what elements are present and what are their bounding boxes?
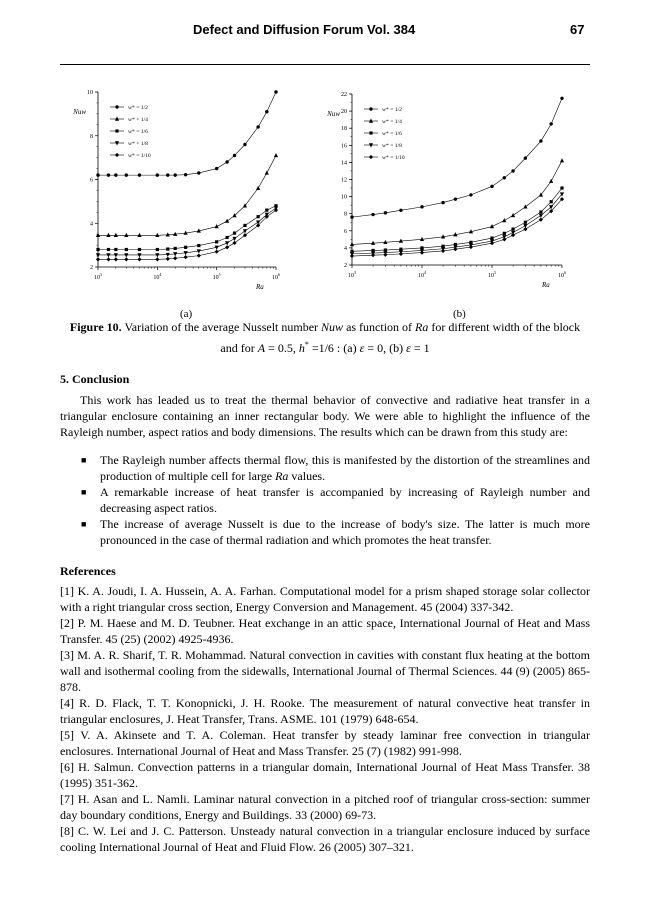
data-point-square [539, 210, 542, 213]
data-point-square [125, 248, 128, 251]
data-point-triangle-up [137, 233, 141, 237]
reference-list [60, 583, 590, 855]
data-point-triangle-up [274, 153, 278, 157]
caption-text: for different width of the block and for [220, 320, 581, 355]
data-point-dot [469, 193, 472, 196]
list-text: The increase of average Nusselt is due to the increase of body's size. The latter is much more pronounced in the case of thermal radiation and which promotes the heat transfer. [100, 517, 590, 547]
data-point-diamond [232, 241, 236, 245]
data-point-triangle-up [256, 186, 260, 190]
series-line [98, 155, 276, 235]
data-point-square [166, 247, 169, 250]
y-tick-label: 4 [90, 221, 93, 228]
data-point-dot [490, 185, 493, 188]
list-text: A remarkable increase of heat transfer is accompanied by increasing of Rayleigh number and decreasing aspect ratios. [100, 485, 590, 515]
data-point-diamond [166, 257, 170, 261]
data-point-diamond [173, 256, 177, 260]
series-line [352, 188, 562, 251]
reference-item: [6] H. Salmun. Convection patterns in a triangular domain, International Journal of Heat Mass Transfer. 38 (1995) 351-362. [60, 760, 590, 790]
caption-nuw: Nuw [321, 320, 344, 334]
data-point-triangle-down [166, 253, 170, 257]
y-tick-label: 8 [90, 133, 93, 140]
series-line [98, 92, 276, 175]
data-point-square [215, 240, 218, 243]
data-point-square [156, 248, 159, 251]
data-point-dot [138, 173, 141, 176]
y-axis-title: Nuw [73, 108, 86, 116]
data-point-dot [166, 173, 169, 176]
data-point-triangle-down [124, 253, 128, 257]
reference-item: [7] H. Asan and L. Namli. Laminar natural convection in a pitched roof of triangular cross-section: summer day boundary conditions, Energy and Buildings. 33 (2000) 69-73. [60, 792, 590, 822]
caption-text: =1/6 : (a) [308, 341, 360, 355]
data-point-triangle-down [115, 141, 119, 145]
data-point-square [503, 232, 506, 235]
data-point-triangle-up [350, 242, 354, 246]
data-point-diamond [399, 252, 403, 256]
data-point-triangle-up [115, 117, 119, 121]
chart-a [68, 80, 298, 305]
y-tick-label: 12 [341, 177, 347, 184]
data-point-dot [441, 201, 444, 204]
data-point-triangle-up [96, 233, 100, 237]
legend-label: w* = 1/2 [382, 107, 402, 113]
x-tick-label: $10^5$ [212, 272, 221, 281]
legend-label: w* = 1/8 [382, 143, 402, 149]
legend-label: w* = 1/8 [128, 141, 148, 147]
data-point-dot [454, 197, 457, 200]
chart-b [320, 80, 570, 305]
data-point-diamond [155, 257, 159, 261]
data-point-triangle-down [243, 229, 247, 233]
list-text: values. [288, 469, 326, 483]
y-tick-label: 14 [341, 160, 347, 167]
x-axis-title: Ra [256, 283, 264, 291]
y-tick-label: 2 [90, 265, 93, 271]
data-point-triangle-down [96, 253, 100, 257]
series-line [98, 206, 276, 250]
series-line [352, 199, 562, 256]
data-point-triangle-up [114, 233, 118, 237]
data-point-dot [233, 154, 236, 157]
caption-ra: Ra [415, 320, 429, 334]
data-point-dot [371, 213, 374, 216]
data-point-dot [399, 209, 402, 212]
caption-text: = 0.5, [265, 341, 299, 355]
data-point-dot [384, 211, 387, 214]
reference-item: [4] R. D. Flack, T. T. Konopnicki, J. H. Rooke. The measurement of natural convective heat transfer in triangular enclosures, J. Heat Transfer, Trans. ASME. 101 (1979) 648-654. [60, 696, 590, 726]
header-rule [60, 64, 590, 65]
x-tick-label: $10^3$ [348, 270, 356, 279]
data-point-diamond [490, 241, 494, 245]
legend-label: w* = 1/6 [382, 131, 402, 137]
data-point-triangle-up [523, 204, 527, 208]
data-point-triangle-up [549, 179, 553, 183]
reference-item: [3] M. A. R. Sharif, T. R. Mohammad. Natural convection in cavities with constant flux heating at the bottom wall and isothermal cooling from the sidewalls, International Journal of Thermal Sciences. 44 (9) (2005) 865-878. [60, 648, 590, 694]
caption-text: = 0, (b) [364, 341, 407, 355]
data-point-triangle-down [549, 205, 553, 209]
y-tick-label: 20 [341, 109, 347, 116]
caption-a: A [257, 341, 266, 355]
data-point-triangle-down [114, 253, 118, 257]
data-point-triangle-up [225, 219, 229, 223]
data-point-square [96, 248, 99, 251]
bullet-icon: ■ [81, 487, 87, 497]
x-tick-label: $10^6$ [272, 272, 280, 281]
data-point-square [490, 236, 493, 239]
caption-text: as function of [343, 320, 416, 334]
data-point-diamond [215, 250, 219, 254]
caption-epsilon: ε [406, 341, 411, 355]
data-point-diamond [96, 257, 100, 261]
section-heading-conclusion: 5. Conclusion [60, 372, 130, 386]
reference-item: [1] K. A. Joudi, I. A. Hussein, A. A. Farhan. Computational model for a prism shaped storage solar collector with a right triangular cross section, Energy Conversion and Management. 45 (2004) 337-342. [60, 584, 590, 614]
y-tick-label: 10 [341, 194, 347, 201]
data-point-triangle-up [502, 218, 506, 222]
data-point-diamond [371, 253, 375, 257]
data-point-dot [184, 173, 187, 176]
x-tick-label: $10^4$ [153, 272, 162, 281]
data-point-square [233, 231, 236, 234]
data-point-triangle-down [369, 143, 373, 147]
data-point-triangle-down [137, 253, 141, 257]
data-point-triangle-up [265, 170, 269, 174]
data-point-dot [115, 105, 118, 108]
legend-label: w* = 1/4 [382, 119, 402, 125]
subfigure-label-b: (b) [453, 308, 466, 320]
data-point-square [243, 224, 246, 227]
data-point-diamond [115, 153, 119, 157]
legend-label: w* = 1/2 [128, 105, 148, 111]
data-point-dot [107, 173, 110, 176]
data-point-square [524, 221, 527, 224]
running-header [0, 22, 650, 42]
data-point-dot [549, 122, 552, 125]
bullet-icon: ■ [81, 519, 87, 529]
data-point-diamond [184, 255, 188, 259]
data-point-square [115, 129, 118, 132]
data-point-diamond [137, 257, 141, 261]
y-tick-label: 22 [341, 92, 347, 98]
data-point-square [369, 131, 372, 134]
data-point-square [226, 236, 229, 239]
data-point-diamond [523, 227, 527, 231]
subfigure-label-a: (a) [180, 308, 193, 320]
data-point-triangle-up [511, 213, 515, 217]
figure-caption [60, 319, 590, 357]
data-point-square [184, 246, 187, 249]
data-point-dot [369, 107, 372, 110]
data-point-dot [420, 205, 423, 208]
data-point-square [511, 227, 514, 230]
legend-label: w* = 1/10 [382, 155, 405, 161]
data-point-square [197, 244, 200, 247]
data-point-dot [274, 90, 277, 93]
data-point-triangle-up [155, 233, 159, 237]
data-point-diamond [441, 249, 445, 253]
data-point-square [107, 248, 110, 251]
data-point-triangle-up [560, 158, 564, 162]
data-point-dot [511, 169, 514, 172]
data-point-diamond [225, 245, 229, 249]
data-point-triangle-up [106, 233, 110, 237]
data-point-dot [560, 97, 563, 100]
data-point-dot [114, 173, 117, 176]
y-tick-label: 6 [90, 177, 93, 184]
data-point-diamond [511, 233, 515, 237]
data-point-triangle-down [232, 237, 236, 241]
data-point-diamond [469, 245, 473, 249]
caption-star: * [304, 340, 309, 349]
data-point-square [265, 209, 268, 212]
y-tick-label: 10 [87, 90, 93, 96]
data-point-dot [156, 173, 159, 176]
x-tick-label: $10^6$ [558, 270, 566, 279]
data-point-diamond [106, 257, 110, 261]
data-point-triangle-down [539, 214, 543, 218]
data-point-triangle-up [124, 233, 128, 237]
data-point-dot [350, 215, 353, 218]
data-point-square [257, 215, 260, 218]
list-text-ra: Ra [275, 469, 289, 483]
data-point-dot [125, 173, 128, 176]
data-point-square [560, 186, 563, 189]
reference-item: [8] C. W. Lei and J. C. Patterson. Unsteady natural convection in a triangular enclosure induced by surface cooling International Journal of Heat and Fluid Flow. 26 (2005) 307–321. [60, 824, 590, 854]
data-point-diamond [453, 247, 457, 251]
y-tick-label: 6 [344, 228, 347, 235]
series-line [352, 161, 562, 245]
x-tick-label: $10^3$ [94, 272, 102, 281]
data-point-diamond [502, 237, 506, 241]
data-point-diamond [350, 254, 354, 258]
y-tick-label: 8 [344, 211, 347, 218]
data-point-square [550, 200, 553, 203]
y-tick-label: 2 [344, 263, 347, 269]
legend-label: w* = 1/4 [128, 117, 148, 123]
legend-label: w* = 1/6 [128, 129, 148, 135]
data-point-square [114, 248, 117, 251]
data-point-dot [243, 143, 246, 146]
y-tick-label: 4 [344, 245, 347, 252]
conclusion-paragraph: This work has leaded us to treat the thermal behavior of convective and radiative heat transfer in a triangular enclosure containing an inner rectangular body. We were able to highlight the influence of the Rayleigh number, aspect ratios and body dimensions. The results which can be drawn from this study are: [60, 393, 590, 439]
data-point-diamond [420, 251, 424, 255]
reference-item: [2] P. M. Haese and M. D. Teubner. Heat exchange in an attic space, International Journal of Heat and Mass Transfer. 45 (25) (2002) 4925-4936. [60, 616, 590, 646]
data-point-dot [265, 110, 268, 113]
data-point-dot [539, 139, 542, 142]
data-point-dot [215, 167, 218, 170]
y-axis-title: Nuw [327, 110, 340, 118]
data-point-dot [197, 171, 200, 174]
list-item [60, 484, 590, 516]
y-tick-label: 16 [341, 143, 347, 150]
data-point-dot [503, 176, 506, 179]
data-point-dot [96, 173, 99, 176]
x-tick-label: $10^4$ [418, 270, 426, 279]
caption-text: = 1 [410, 341, 430, 355]
caption-h: h [298, 341, 305, 355]
conclusion-list [60, 452, 590, 548]
data-point-triangle-up [215, 224, 219, 228]
data-point-diamond [124, 257, 128, 261]
x-tick-label: $10^5$ [488, 270, 496, 279]
bullet-icon: ■ [81, 455, 87, 465]
reference-item: [5] V. A. Akinsete and T. A. Coleman. Heat transfer by steady laminar free convection in triangular enclosures. International Journal of Heat and Mass Transfer. 25 (7) (1982) 991-998. [60, 728, 590, 758]
caption-label: Figure 10. [69, 320, 122, 334]
y-tick-label: 18 [341, 126, 347, 133]
x-axis-title: Ra [542, 281, 550, 289]
data-point-diamond [369, 155, 373, 159]
data-point-diamond [114, 257, 118, 261]
data-point-triangle-up [369, 119, 373, 123]
data-point-dot [524, 156, 527, 159]
list-item [60, 516, 590, 548]
data-point-diamond [197, 254, 201, 258]
list-text: The Rayleigh number affects thermal flow, this is manifested by the distortion of the streamlines and production of multiple cell for large [100, 453, 590, 483]
caption-text: Variation of the average Nusselt number [121, 320, 322, 334]
journal-title: Defect and Diffusion Forum Vol. 384 [193, 22, 416, 37]
data-point-dot [225, 160, 228, 163]
data-point-square [138, 248, 141, 251]
data-point-diamond [383, 253, 387, 257]
data-point-dot [256, 125, 259, 128]
legend-label: w* = 1/10 [128, 153, 151, 159]
data-point-triangle-down [155, 253, 159, 257]
page-number: 67 [570, 22, 585, 37]
data-point-square [174, 247, 177, 250]
data-point-triangle-up [232, 213, 236, 217]
data-point-triangle-down [106, 253, 110, 257]
caption-epsilon: ε [359, 341, 365, 355]
section-heading-references: References [60, 564, 116, 578]
list-item [60, 452, 590, 484]
data-point-dot [173, 173, 176, 176]
